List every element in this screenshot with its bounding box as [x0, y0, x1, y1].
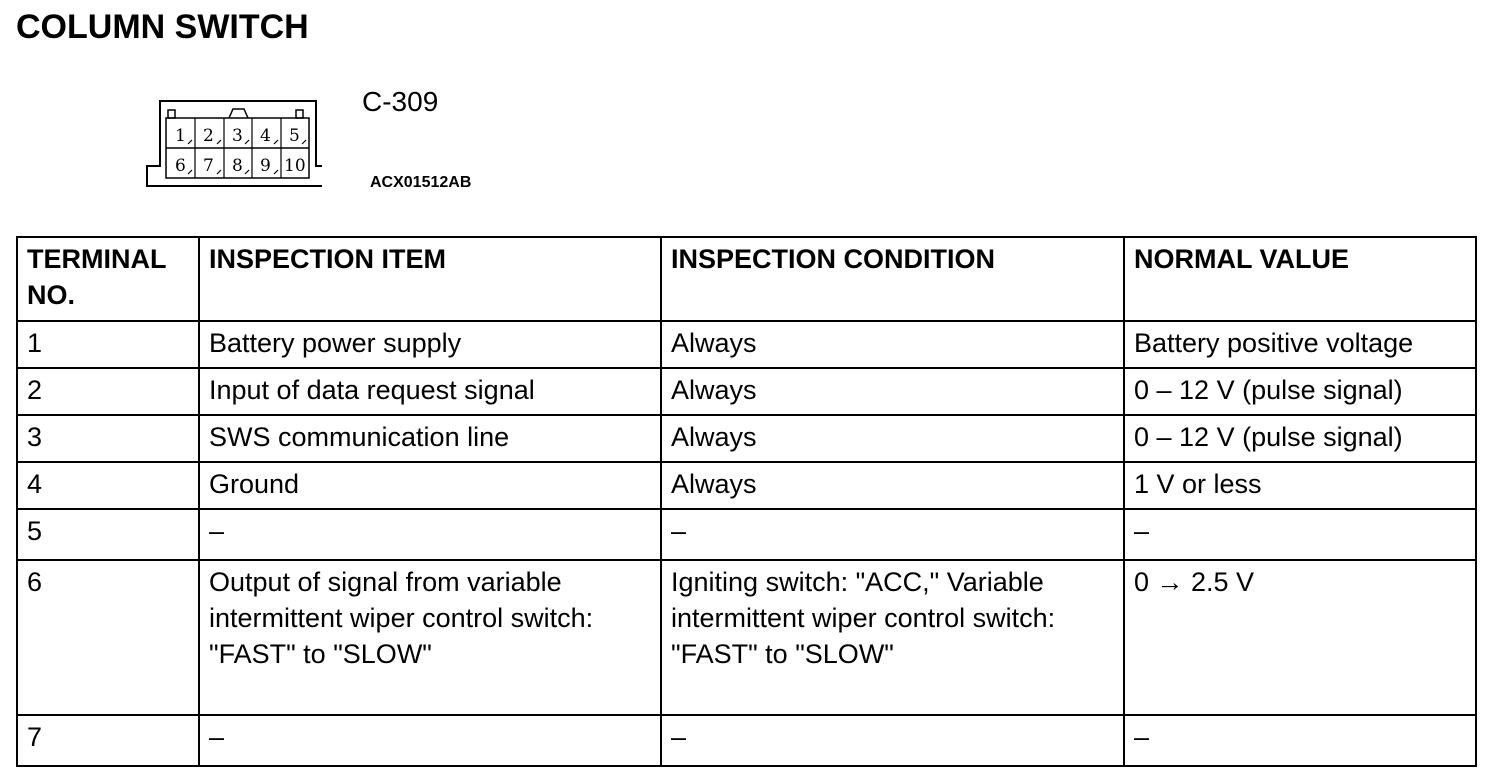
- cell-value: 1 V or less: [1124, 462, 1476, 509]
- table-row: [17, 368, 1476, 415]
- table-header-row: [17, 237, 1476, 321]
- cell-terminal: 5: [17, 509, 199, 560]
- connector-latch-left: [168, 110, 175, 118]
- pin-label: 4: [260, 126, 271, 146]
- cell-item: Output of signal from variable intermittent wiper control switch: "FAST" to "SLOW": [199, 560, 661, 715]
- pin-label: 9: [260, 156, 271, 176]
- cell-condition: Always: [661, 415, 1124, 462]
- pin-label: 3: [232, 126, 243, 146]
- cell-item: SWS communication line: [199, 415, 661, 462]
- cell-value: 0 → 2.5 V: [1124, 560, 1476, 715]
- header-inspection-condition: INSPECTION CONDITION: [661, 237, 1124, 321]
- cell-value: 0 – 12 V (pulse signal): [1124, 415, 1476, 462]
- pin-label: 5: [289, 126, 300, 146]
- cell-condition: Igniting switch: "ACC," Variable intermittent wiper control switch: "FAST" to "SLOW": [661, 560, 1124, 715]
- cell-value: Battery positive voltage: [1124, 321, 1476, 368]
- figure-id: ACX01512AB: [370, 174, 472, 191]
- connector-latch-right: [296, 110, 303, 118]
- cell-condition: Always: [661, 462, 1124, 509]
- cell-condition: Always: [661, 321, 1124, 368]
- pin-label: 7: [203, 156, 214, 176]
- pin-label: 6: [175, 156, 186, 176]
- table-row: [17, 715, 1476, 766]
- connector-diagram: [146, 98, 322, 188]
- table-row: [17, 415, 1476, 462]
- header-terminal-no: TERMINAL NO.: [17, 237, 199, 321]
- cell-item: Ground: [199, 462, 661, 509]
- cell-condition: –: [661, 509, 1124, 560]
- cell-item: Battery power supply: [199, 321, 661, 368]
- table-row: [17, 462, 1476, 509]
- cell-value: –: [1124, 715, 1476, 766]
- cell-terminal: 4: [17, 462, 199, 509]
- cell-terminal: 7: [17, 715, 199, 766]
- cell-terminal: 6: [17, 560, 199, 715]
- connector-code: C-309: [362, 86, 439, 117]
- cell-item: –: [199, 509, 661, 560]
- table-row: [17, 560, 1476, 715]
- cell-terminal: 2: [17, 368, 199, 415]
- cell-condition: Always: [661, 368, 1124, 415]
- inspection-table: [16, 236, 1477, 767]
- cell-terminal: 1: [17, 321, 199, 368]
- header-normal-value: NORMAL VALUE: [1124, 237, 1476, 321]
- cell-value: 0 – 12 V (pulse signal): [1124, 368, 1476, 415]
- pin-label: 8: [232, 156, 243, 176]
- cell-terminal: 3: [17, 415, 199, 462]
- cell-value: –: [1124, 509, 1476, 560]
- page-title: COLUMN SWITCH: [16, 8, 309, 46]
- pin-label: 1: [175, 126, 186, 146]
- connector-key: [229, 109, 248, 118]
- cell-condition: –: [661, 715, 1124, 766]
- header-inspection-item: INSPECTION ITEM: [199, 237, 661, 321]
- table-row: [17, 321, 1476, 368]
- table-row: [17, 509, 1476, 560]
- cell-item: –: [199, 715, 661, 766]
- pin-label: 10: [284, 156, 306, 176]
- pin-label: 2: [203, 126, 214, 146]
- cell-item: Input of data request signal: [199, 368, 661, 415]
